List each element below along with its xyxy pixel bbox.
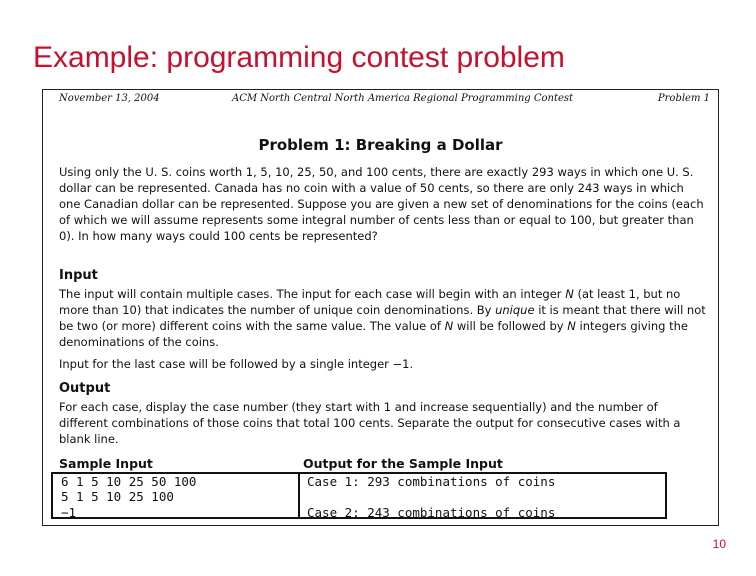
sample-input-line: 6 1 5 10 25 50 100 — [61, 474, 197, 489]
sample-divider — [298, 474, 300, 517]
input-text-5: integers giving the denominations of the coins. — [59, 319, 688, 349]
input-text-1: The input will contain multiple cases. The input for each case will begin with an integer — [59, 287, 566, 301]
input-unique: unique — [495, 303, 535, 317]
sample-input-heading: Sample Input — [59, 456, 153, 471]
problem-intro: Using only the U. S. coins worth 1, 5, 10, 25, 50, and 100 cents, there are exactly 293 ways in which one U. S. dollar can be represented. Canada has no coin with a value of 50 cents, so there are only 243 ways in which one Canadian dollar can be represented. Suppose you are given a new set of denominations for the coins (each of which we will assume represents some integral number of cents less than or equal to 100, but greater than 0). In how many ways could 100 cents be represented? — [59, 165, 704, 243]
problem-document — [42, 89, 719, 526]
sample-input-line: −1 — [61, 505, 77, 520]
input-var-n-3: N — [567, 319, 576, 333]
input-last-case: Input for the last case will be followed by a single integer −1. — [59, 357, 414, 371]
input-text-2: (at least 1, but no more than 10) that indicates the number of unique coin denominations. By — [59, 287, 681, 317]
output-heading: Output — [59, 381, 111, 396]
sample-output-line: Case 2: 243 combinations of coins — [307, 505, 556, 520]
input-var-n-2: N — [444, 319, 454, 333]
page-number: 10 — [712, 537, 726, 551]
header-problem: Problem 1 — [657, 93, 710, 104]
input-description — [59, 286, 706, 350]
document-header — [59, 93, 710, 109]
input-text-3: it is meant that there will not be two (or more) different coins with the same value. The value of — [59, 303, 706, 333]
slide-title: Example: programming contest problem — [33, 41, 565, 74]
sample-output-line: Case 1: 293 combinations of coins — [307, 474, 556, 489]
sample-output-heading: Output for the Sample Input — [303, 456, 503, 471]
header-date: November 13, 2004 — [59, 93, 160, 104]
header-contest: ACM North Central North America Regional Programming Contest — [232, 93, 574, 104]
sample-input-line: 5 1 5 10 25 100 — [61, 489, 174, 504]
input-heading: Input — [59, 268, 98, 283]
input-text-4: will be followed by — [453, 319, 568, 333]
problem-title: Problem 1: Breaking a Dollar — [258, 136, 503, 154]
sample-box — [51, 472, 667, 519]
output-description: For each case, display the case number (they start with 1 and increase sequentially) and the number of different combinations of those coins that total 100 cents. Separate the output for consecutive cases with a blank line. — [59, 400, 681, 446]
input-var-n: N — [565, 287, 574, 301]
